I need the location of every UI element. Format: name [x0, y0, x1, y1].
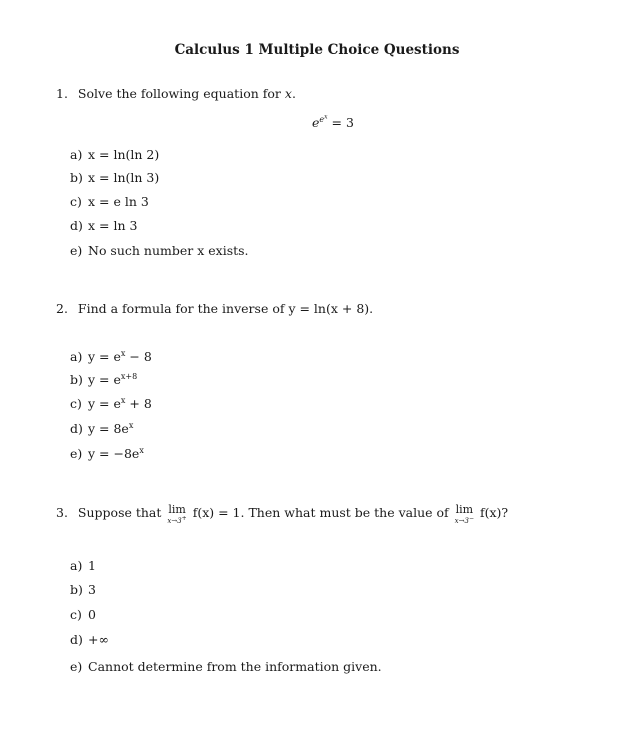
- question-1: [56, 86, 296, 101]
- equation-base: e: [312, 114, 320, 130]
- question-1-option-c: c) x = e ln 3: [70, 194, 149, 209]
- question-3-text-before: Suppose that: [77, 505, 162, 520]
- question-3-number: 3.: [56, 505, 68, 520]
- question-2-option-a: a) $y = e^x - 8$: [70, 349, 152, 365]
- question-2: [56, 301, 373, 316]
- question-1-period: .: [291, 86, 296, 101]
- question-2-option-e: e) $y = -8e^x$: [70, 446, 144, 462]
- question-3-text-middle: = 1. Then what must be the value of: [218, 505, 449, 520]
- equation-exponent-power: x: [324, 113, 328, 120]
- question-2-number: 2.: [56, 301, 68, 316]
- equation-exponent: e: [319, 114, 325, 124]
- equation-rhs: = 3: [331, 114, 354, 130]
- question-3-option-e: e) Cannot determine from the information given.: [70, 659, 382, 674]
- question-3: [56, 505, 508, 526]
- question-1-option-a: a) x = ln(ln 2): [70, 147, 160, 162]
- question-1-equation: [312, 113, 354, 130]
- question-1-text: Solve the following equation for: [77, 86, 281, 101]
- question-2-text: Find a formula for the inverse of y = ln(x + 8).: [77, 301, 374, 316]
- question-3-option-d: d) +∞: [70, 632, 109, 647]
- question-3-option-c: c) 0: [70, 607, 96, 622]
- question-2-option-d: d) $y = 8e^x$: [70, 421, 134, 437]
- question-1-option-e: e) No such number x exists.: [70, 243, 249, 258]
- question-3-option-b: b) 3: [70, 582, 96, 597]
- document-title: Calculus 1 Multiple Choice Questions: [174, 42, 460, 58]
- question-3-function-2: f(x): [479, 505, 502, 520]
- question-1-option-b: b) x = ln(ln 3): [70, 170, 160, 185]
- question-1-option-d: d) x = ln 3: [70, 218, 138, 233]
- question-2-option-b: b) $y = e^{x+8}$: [70, 372, 138, 388]
- question-3-option-a: a) 1: [70, 558, 96, 573]
- question-1-variable: x: [284, 86, 292, 101]
- question-2-option-c: c) $y = e^x + 8$: [70, 396, 152, 412]
- limit-right: lim x→3+: [167, 503, 187, 525]
- limit-left: lim x→3−: [454, 503, 474, 525]
- question-3-function-1: f(x): [192, 505, 215, 520]
- question-3-text-after: ?: [501, 505, 509, 520]
- question-1-number: 1.: [56, 86, 68, 101]
